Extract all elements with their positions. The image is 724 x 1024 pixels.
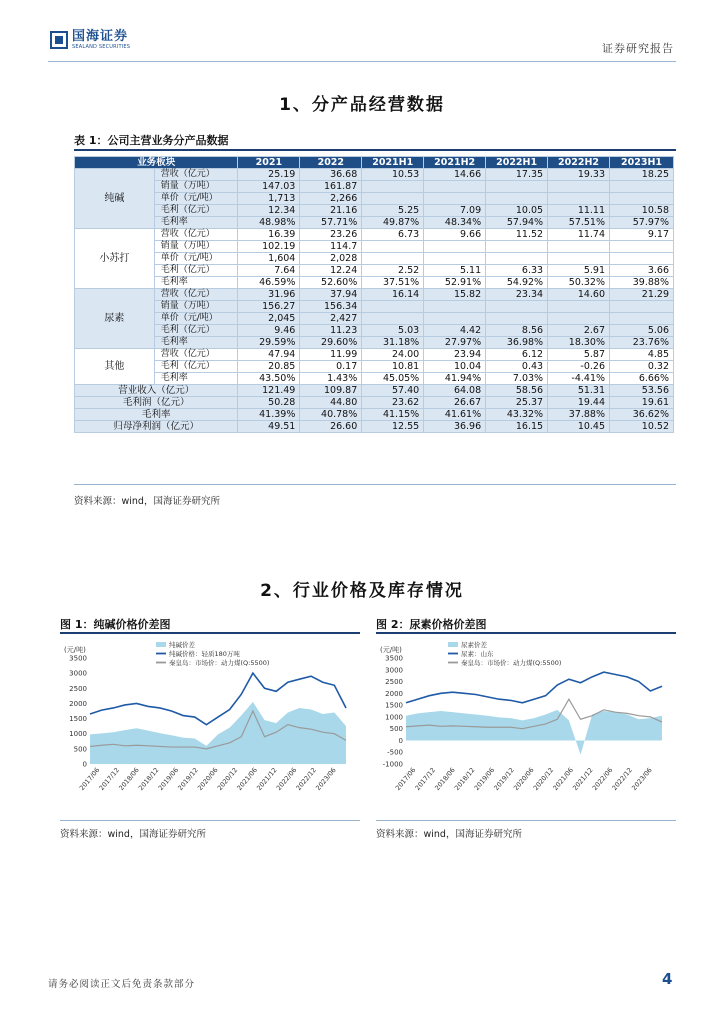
value-cell: 48.98% [238,217,300,229]
section-1-title: 1、分产品经营数据 [279,95,445,115]
table-row [75,361,674,373]
value-cell: 121.49 [238,385,300,397]
row-label: 营收（亿元） [154,169,238,181]
row-label: 单价（元/吨） [154,313,238,325]
value-cell: 57.40 [362,385,424,397]
figure-2-source: 资料来源：wind，国海证券研究所 [376,829,522,840]
value-cell: 23.76% [610,337,674,349]
value-cell: 41.94% [424,373,486,385]
chart-unit-label: (元/吨) [380,646,402,654]
value-cell: 41.15% [362,409,424,421]
value-cell: 5.25 [362,205,424,217]
value-cell: 54.92% [486,277,548,289]
legend-label: 纯碱价格：轻质180万吨 [169,650,240,658]
figure-1-source-rule [60,820,360,821]
value-cell: 39.88% [610,277,674,289]
section-2-title: 2、行业价格及库存情况 [260,581,464,601]
total-row [75,409,674,421]
spread-area [90,702,346,764]
value-cell [362,313,424,325]
row-label: 营收（亿元） [154,349,238,361]
value-cell [486,253,548,265]
value-cell [548,193,610,205]
header-cell: 2022 [300,157,362,169]
value-cell: 156.27 [238,301,300,313]
value-cell: 10.53 [362,169,424,181]
logo-name: 国海证券 [72,29,129,44]
value-cell: 20.85 [238,361,300,373]
value-cell: 1,604 [238,253,300,265]
figure-2-rule [376,632,676,634]
page-number: 4 [662,970,673,988]
header-cell: 2022H2 [548,157,610,169]
value-cell: 6.33 [486,265,548,277]
value-cell: 10.45 [548,421,610,433]
value-cell [486,301,548,313]
header-cell: 2022H1 [486,157,548,169]
x-tick-label: 2019/12 [492,766,516,792]
legend-label: 尿素：山东 [461,650,494,658]
value-cell: 27.97% [424,337,486,349]
figure-1-chart [60,636,360,816]
value-cell: 29.59% [238,337,300,349]
value-cell: 2,427 [300,313,362,325]
segment-cell: 小苏打 [75,229,155,289]
value-cell [548,181,610,193]
value-cell: 8.56 [486,325,548,337]
value-cell: 31.18% [362,337,424,349]
row-label: 毛利率 [154,217,238,229]
value-cell: 5.06 [610,325,674,337]
price-series-line [406,672,662,703]
value-cell: 26.60 [300,421,362,433]
x-tick-label: 2017/12 [413,766,438,792]
table-row [75,229,674,241]
value-cell: 31.96 [238,289,300,301]
value-cell [610,253,674,265]
x-tick-label: 2021/06 [551,766,575,792]
value-cell: 5.87 [548,349,610,361]
value-cell [548,313,610,325]
figure-2-caption: 图 2：尿素价格价差图 [376,618,487,631]
value-cell [424,193,486,205]
row-label: 毛利（亿元） [154,361,238,373]
value-cell: 40.78% [300,409,362,421]
x-tick-label: 2019/06 [472,766,497,792]
row-label: 销量（万吨） [154,241,238,253]
value-cell: 49.87% [362,217,424,229]
value-cell: 19.44 [548,397,610,409]
figure-2-source-rule [376,820,676,821]
value-cell: 10.05 [486,205,548,217]
value-cell: 57.71% [300,217,362,229]
row-label: 毛利（亿元） [154,325,238,337]
value-cell: 45.05% [362,373,424,385]
value-cell: 10.52 [610,421,674,433]
value-cell: 47.94 [238,349,300,361]
total-row [75,421,674,433]
value-cell: 36.96 [424,421,486,433]
value-cell [362,181,424,193]
value-cell: 10.58 [610,205,674,217]
y-tick-label: -1000 [382,760,403,769]
value-cell: 0.43 [486,361,548,373]
company-logo [50,30,130,50]
row-label: 单价（元/吨） [154,193,238,205]
page-header [48,28,676,62]
y-tick-label: 500 [389,725,403,734]
value-cell: 109.87 [300,385,362,397]
value-cell: 5.91 [548,265,610,277]
row-label: 营收（亿元） [154,229,238,241]
row-label: 单价（元/吨） [154,253,238,265]
value-cell: 46.59% [238,277,300,289]
value-cell [424,313,486,325]
value-cell [486,313,548,325]
value-cell: 23.34 [486,289,548,301]
value-cell: 26.67 [424,397,486,409]
value-cell: 18.30% [548,337,610,349]
value-cell: 7.09 [424,205,486,217]
value-cell: 51.31 [548,385,610,397]
x-tick-label: 2022/12 [294,766,318,792]
value-cell [610,241,674,253]
x-tick-label: 2020/12 [531,766,556,792]
table-row [75,373,674,385]
value-cell: 4.42 [424,325,486,337]
total-label: 营业收入（亿元） [75,385,238,397]
x-tick-label: 2023/06 [314,766,338,792]
value-cell: 0.32 [610,361,674,373]
y-tick-label: 1500 [69,715,87,724]
value-cell: 36.68 [300,169,362,181]
value-cell: 23.26 [300,229,362,241]
value-cell: 2.52 [362,265,424,277]
legend-label: 秦皇岛：市场价：动力煤(Q:5500) [169,659,270,667]
table-row [75,241,674,253]
value-cell: 15.82 [424,289,486,301]
value-cell: 24.00 [362,349,424,361]
value-cell: 52.60% [300,277,362,289]
total-label: 归母净利润（亿元） [75,421,238,433]
value-cell: 53.56 [610,385,674,397]
value-cell: 21.16 [300,205,362,217]
value-cell: 1.43% [300,373,362,385]
y-tick-label: 3000 [69,669,87,678]
value-cell [486,181,548,193]
x-tick-label: 2020/12 [215,766,240,792]
segment-cell: 尿素 [75,289,155,349]
value-cell: 1,713 [238,193,300,205]
value-cell: 11.11 [548,205,610,217]
value-cell: 12.34 [238,205,300,217]
value-cell: 37.94 [300,289,362,301]
total-label: 毛利率 [75,409,238,421]
value-cell: 16.15 [486,421,548,433]
value-cell: 64.08 [424,385,486,397]
segment-cell: 纯碱 [75,169,155,229]
value-cell: 102.19 [238,241,300,253]
row-label: 毛利率 [154,277,238,289]
value-cell: 10.04 [424,361,486,373]
legend-label: 尿素价差 [461,641,487,649]
value-cell: 57.51% [548,217,610,229]
x-tick-label: 2021/12 [571,766,595,792]
value-cell: 0.17 [300,361,362,373]
value-cell: 57.94% [486,217,548,229]
row-label: 毛利（亿元） [154,265,238,277]
value-cell: 17.35 [486,169,548,181]
value-cell: 50.32% [548,277,610,289]
table-row [75,265,674,277]
value-cell: 11.99 [300,349,362,361]
value-cell: 9.46 [238,325,300,337]
x-tick-label: 2022/06 [590,766,615,792]
value-cell: 14.66 [424,169,486,181]
header-cell: 2021 [238,157,300,169]
table-row [75,289,674,301]
value-cell [610,181,674,193]
table-rule [74,149,676,151]
y-tick-label: 2000 [69,699,87,708]
value-cell: 29.60% [300,337,362,349]
x-tick-label: 2017/06 [393,766,418,792]
y-tick-label: 3000 [385,666,403,675]
value-cell [362,253,424,265]
table-row [75,253,674,265]
value-cell: 21.29 [610,289,674,301]
y-tick-label: 0 [398,736,403,745]
header-cell: 2023H1 [610,157,674,169]
total-label: 毛利润（亿元） [75,397,238,409]
value-cell: 16.14 [362,289,424,301]
y-tick-label: 1500 [385,701,403,710]
header-cell: 业务板块 [75,157,238,169]
table-source: 资料来源：wind，国海证券研究所 [74,496,220,507]
value-cell: 12.24 [300,265,362,277]
value-cell: 49.51 [238,421,300,433]
value-cell [362,193,424,205]
value-cell: 12.55 [362,421,424,433]
table-header-row [75,157,674,169]
value-cell: 36.98% [486,337,548,349]
y-tick-label: 0 [82,760,87,769]
value-cell: 5.03 [362,325,424,337]
value-cell: 41.39% [238,409,300,421]
value-cell: 3.66 [610,265,674,277]
row-label: 营收（亿元） [154,289,238,301]
value-cell: 2,045 [238,313,300,325]
value-cell [610,301,674,313]
value-cell: 43.32% [486,409,548,421]
figure-2-chart [376,636,676,816]
value-cell: 58.56 [486,385,548,397]
value-cell: 18.25 [610,169,674,181]
value-cell [424,301,486,313]
value-cell: 11.52 [486,229,548,241]
x-tick-label: 2022/12 [610,766,634,792]
y-tick-label: 2000 [385,689,403,698]
spread-area [406,710,662,755]
value-cell: 6.73 [362,229,424,241]
value-cell [362,301,424,313]
figure-1-source: 资料来源：wind，国海证券研究所 [60,829,206,840]
value-cell: 7.64 [238,265,300,277]
row-label: 毛利率 [154,337,238,349]
table-caption: 表 1：公司主营业务分产品数据 [74,134,229,147]
value-cell: 2,266 [300,193,362,205]
value-cell [424,253,486,265]
legend-label: 秦皇岛：市场价：动力煤(Q:5500) [461,659,562,667]
value-cell [362,241,424,253]
logo-mark-icon [50,31,68,49]
legend-swatch [448,642,458,647]
value-cell: 156.34 [300,301,362,313]
table-row [75,205,674,217]
y-tick-label: -500 [387,748,403,757]
value-cell: 52.91% [424,277,486,289]
x-tick-label: 2018/12 [452,766,477,792]
value-cell: 2.67 [548,325,610,337]
legend-label: 纯碱价差 [169,641,195,649]
legend-swatch [156,642,166,647]
value-cell: 11.23 [300,325,362,337]
value-cell: 23.62 [362,397,424,409]
y-tick-label: 2500 [69,684,87,693]
value-cell: 19.61 [610,397,674,409]
table-row [75,301,674,313]
table-row [75,181,674,193]
x-tick-label: 2018/06 [433,766,457,792]
footer-disclaimer: 请务必阅读正文后免责条款部分 [48,979,196,990]
value-cell: 9.66 [424,229,486,241]
report-type: 证券研究报告 [602,42,674,55]
table-row [75,169,674,181]
value-cell: 25.19 [238,169,300,181]
value-cell: 6.12 [486,349,548,361]
x-tick-label: 2020/06 [512,766,536,792]
value-cell: 4.85 [610,349,674,361]
value-cell: -4.41% [548,373,610,385]
logo-english: SEALAND SECURITIES [72,44,131,50]
value-cell [610,193,674,205]
value-cell: 2,028 [300,253,362,265]
x-tick-label: 2019/12 [176,766,200,792]
value-cell: 41.61% [424,409,486,421]
value-cell [610,313,674,325]
value-cell: 10.81 [362,361,424,373]
value-cell: 43.50% [238,373,300,385]
table-row [75,193,674,205]
row-label: 销量（万吨） [154,181,238,193]
row-label: 销量（万吨） [154,301,238,313]
value-cell [486,193,548,205]
value-cell: 16.39 [238,229,300,241]
y-tick-label: 1000 [385,713,403,722]
product-data-table [74,156,674,433]
value-cell: 37.88% [548,409,610,421]
figure-1-caption: 图 1：纯碱价格价差图 [60,618,171,631]
value-cell: 25.37 [486,397,548,409]
x-tick-label: 2021/12 [255,766,279,792]
chart-unit-label: (元/吨) [64,646,86,654]
x-tick-label: 2017/06 [77,766,102,792]
y-tick-label: 3500 [385,654,403,663]
x-tick-label: 2022/06 [274,766,299,792]
value-cell: 48.34% [424,217,486,229]
table-row [75,337,674,349]
value-cell: 11.74 [548,229,610,241]
value-cell: 7.03% [486,373,548,385]
x-tick-label: 2019/06 [156,766,181,792]
segment-cell: 其他 [75,349,155,385]
y-tick-label: 2500 [385,678,403,687]
total-row [75,397,674,409]
value-cell: -0.26 [548,361,610,373]
value-cell: 9.17 [610,229,674,241]
x-tick-label: 2020/06 [196,766,220,792]
source-rule [74,484,676,485]
total-row [75,385,674,397]
value-cell: 57.97% [610,217,674,229]
value-cell: 147.03 [238,181,300,193]
x-tick-label: 2018/12 [136,766,161,792]
value-cell: 14.60 [548,289,610,301]
y-tick-label: 500 [73,745,87,754]
y-tick-label: 1000 [69,730,87,739]
value-cell [424,181,486,193]
value-cell: 19.33 [548,169,610,181]
table-row [75,349,674,361]
value-cell [548,241,610,253]
x-tick-label: 2018/06 [117,766,141,792]
value-cell [486,241,548,253]
value-cell: 114.7 [300,241,362,253]
value-cell: 50.28 [238,397,300,409]
x-tick-label: 2023/06 [630,766,654,792]
row-label: 毛利（亿元） [154,205,238,217]
value-cell: 37.51% [362,277,424,289]
header-cell: 2021H1 [362,157,424,169]
value-cell [548,253,610,265]
x-tick-label: 2017/12 [97,766,122,792]
value-cell: 23.94 [424,349,486,361]
table-row [75,217,674,229]
row-label: 毛利率 [154,373,238,385]
value-cell [424,241,486,253]
value-cell: 36.62% [610,409,674,421]
value-cell: 44.80 [300,397,362,409]
table-row [75,277,674,289]
figure-1-rule [60,632,360,634]
table-row [75,325,674,337]
table-row [75,313,674,325]
header-cell: 2021H2 [424,157,486,169]
x-tick-label: 2021/06 [235,766,259,792]
value-cell: 161.87 [300,181,362,193]
value-cell: 5.11 [424,265,486,277]
value-cell [548,301,610,313]
value-cell: 6.66% [610,373,674,385]
y-tick-label: 3500 [69,654,87,663]
